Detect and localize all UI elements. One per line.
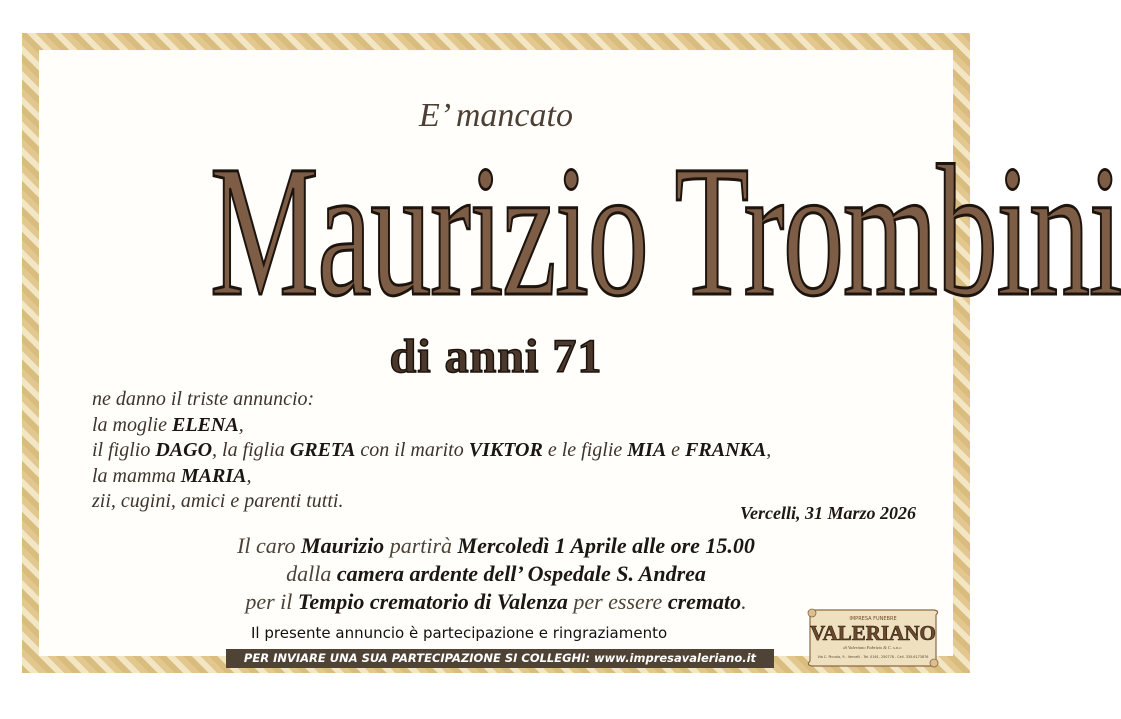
announcement-line-2: la moglie ELENA,: [92, 413, 244, 436]
announcement-line-1: ne danno il triste annuncio:: [92, 388, 315, 410]
logo-address-text: Via C. Piccolo, 9 - Vercelli - Tel. 0161. 250778 - Cell. 335.6173876: [817, 655, 929, 659]
mother-name: MARIA: [180, 464, 247, 487]
granddaughter-name: FRANKA: [685, 439, 767, 461]
funeral-line-3: per il Tempio crematorio di Valenza per essere cremato.: [245, 589, 747, 614]
website-banner[interactable]: PER INVIARE UNA SUA PARTECIPAZIONE SI COLLEGHI: www.impresavaleriano.it: [226, 649, 774, 668]
notice-content: [56, 67, 1121, 665]
announcement-line-4: la mamma MARIA,: [92, 464, 252, 487]
logo-top-text: IMPRESA FUNEBRE: [849, 616, 897, 622]
logo-sub-text: di Valeriano Fabrizio & C. s.n.c.: [843, 645, 903, 650]
granddaughter-name: MIA: [627, 439, 667, 461]
funeral-line-2: dalla camera ardente dell’ Ospedale S. Andrea: [286, 561, 706, 586]
husband-name: VIKTOR: [468, 439, 543, 461]
funeral-line-1: Il caro Maurizio partirà Mercoledì 1 Aprile alle ore 15.00: [237, 533, 755, 558]
notice-frame: [22, 33, 1121, 673]
logo-brand-text: VALERIANO: [810, 621, 936, 645]
announcement-line-3: il figlio DAGO, la figlia GRETA con il marito VIKTOR e le figlie MIA e FRANKA,: [92, 439, 772, 461]
announcement-block: [92, 387, 771, 515]
valeriano-logo: [804, 607, 942, 669]
announcement-line-5: zii, cugini, amici e parenti tutti.: [92, 490, 344, 512]
wife-name: ELENA: [172, 413, 239, 436]
deceased-name: Maurizio Trombini: [210, 126, 1121, 335]
funeral-details: [56, 532, 936, 616]
thanks-text: Il presente annuncio è partecipazione e ringraziamento: [251, 624, 668, 642]
place-date: Vercelli, 31 Marzo 2026: [739, 503, 916, 523]
age-text: di anni 71: [389, 330, 603, 383]
daughter-name: GRETA: [289, 439, 356, 461]
son-name: DAGO: [155, 439, 213, 461]
intro-text: E’ mancato: [419, 97, 573, 134]
